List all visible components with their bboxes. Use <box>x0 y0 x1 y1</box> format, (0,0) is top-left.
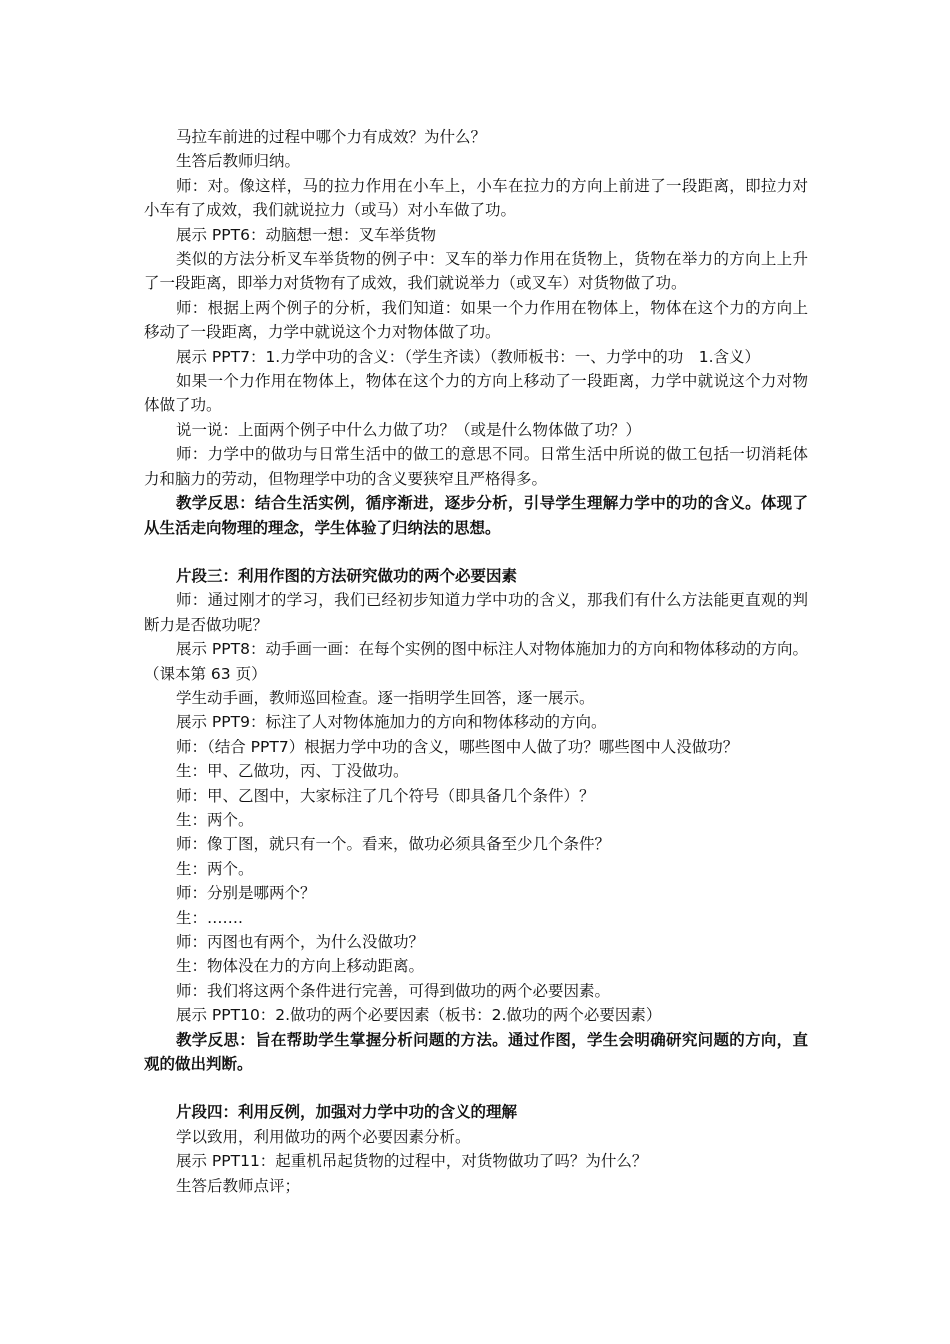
paragraph: 马拉车前进的过程中哪个力有成效？为什么？ <box>176 128 487 146</box>
paragraph: 师：对。像这样，马的拉力作用在小车上，小车在拉力的方向上前进了一段距离，即拉力对小车有了成效，我们就说拉力（或马）对小车做了功。 <box>144 176 808 220</box>
paragraph: 生：两个。 <box>176 810 254 829</box>
blank-line <box>144 540 808 564</box>
paragraph: 生：两个。 <box>176 859 254 878</box>
paragraph: 师：（结合 PPT7）根据力学中功的含义，哪些图中人做了功？哪些图中人没做功？ <box>176 737 739 756</box>
paragraph: 师：我们将这两个条件进行完善，可得到做功的两个必要因素。 <box>176 981 611 1000</box>
paragraph: 学以致用，利用做功的两个必要因素分析。 <box>176 1127 471 1146</box>
paragraph: 生：……. <box>176 908 243 927</box>
paragraph: 师：根据上两个例子的分析，我们知道：如果一个力作用在物体上，物体在这个力的方向上移动了一段距离，力学中就说这个力对物体做了功。 <box>144 298 808 342</box>
paragraph: 如果一个力作用在物体上，物体在这个力的方向上移动了一段距离，力学中就说这个力对物体做了功。 <box>144 372 808 415</box>
paragraph: 展示 PPT11：起重机吊起货物的过程中，对货物做功了吗？为什么？ <box>176 1152 648 1171</box>
paragraph: 学生动手画，教师巡回检查。逐一指明学生回答，逐一展示。 <box>176 688 595 707</box>
paragraph: 生：甲、乙做功，丙、丁没做功。 <box>176 762 409 781</box>
paragraph: 师：丙图也有两个，为什么没做功？ <box>176 933 425 951</box>
paragraph: 生答后教师点评； <box>176 1176 301 1195</box>
document-body <box>144 125 808 1198</box>
paragraph: 展示 PPT8：动手画一画：在每个实例的图中标注人对物体施加力的方向和物体移动的方向。（课本第 63 页） <box>144 640 808 683</box>
bold-paragraph: 教学反思：旨在帮助学生掌握分析问题的方法。通过作图，学生会明确研究问题的方向，直观的做出判断。 <box>144 1030 808 1074</box>
blank-line <box>144 1076 808 1100</box>
paragraph: 说一说：上面两个例子中什么力做了功？（或是什么物体做了功？） <box>176 420 642 439</box>
paragraph: 师：通过刚才的学习，我们已经初步知道力学中功的含义，那我们有什么方法能更直观的判断力是否做功呢？ <box>144 591 808 634</box>
paragraph: 展示 PPT9：标注了人对物体施加力的方向和物体移动的方向。 <box>176 713 607 732</box>
paragraph: 生：物体没在力的方向上移动距离。 <box>176 957 425 976</box>
paragraph: 师：力学中的做功与日常生活中的做工的意思不同。日常生活中所说的做工包括一切消耗体力和脑力的劳动，但物理学中功的含义要狭窄且严格得多。 <box>144 445 808 488</box>
bold-paragraph: 片段四：利用反例，加强对力学中功的含义的理解 <box>176 1103 518 1122</box>
paragraph: 展示 PPT7：1.力学中功的含义：（学生齐读）（教师板书：一、力学中的功 1.含义） <box>176 347 761 366</box>
paragraph: 师：分别是哪两个？ <box>176 884 316 903</box>
paragraph: 生答后教师归纳。 <box>176 152 301 171</box>
paragraph: 类似的方法分析叉车举货物的例子中：叉车的举力作用在货物上，货物在举力的方向上上升了一段距离，即举力对货物有了成效，我们就说举力（或叉车）对货物做了功。 <box>144 250 808 293</box>
paragraph: 展示 PPT6：动脑想一想：叉车举货物 <box>176 225 436 244</box>
bold-paragraph: 片段三：利用作图的方法研究做功的两个必要因素 <box>176 566 518 585</box>
paragraph: 师：像丁图，就只有一个。看来，做功必须具备至少几个条件？ <box>176 835 611 854</box>
paragraph: 师：甲、乙图中，大家标注了几个符号（即具备几个条件）？ <box>176 786 595 805</box>
bold-paragraph: 教学反思：结合生活实例，循序渐进，逐步分析，引导学生理解力学中的功的含义。体现了从生活走向物理的理念，学生体验了归纳法的思想。 <box>144 494 808 537</box>
paragraph: 展示 PPT10：2.做功的两个必要因素（板书：2.做功的两个必要因素） <box>176 1006 662 1025</box>
